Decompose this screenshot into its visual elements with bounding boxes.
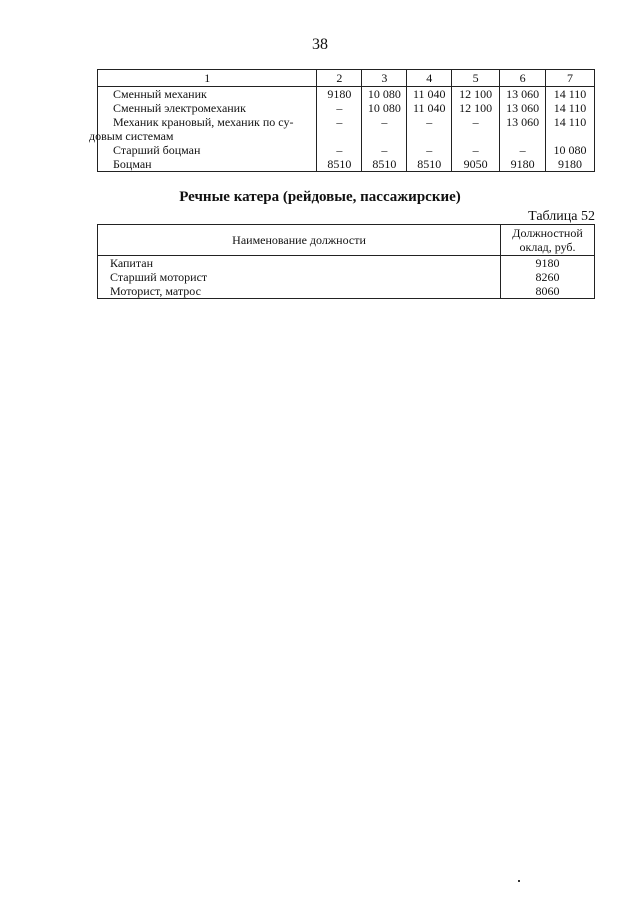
- salary-cell: 9180: [317, 87, 362, 102]
- header-salary-line: оклад, руб.: [519, 240, 576, 254]
- position-name-line: Механик крановый, механик по су-: [113, 115, 294, 129]
- position-name: Сменный механик: [98, 87, 317, 102]
- salary-cell: –: [362, 143, 407, 157]
- salary-cell: 11 040: [407, 87, 452, 102]
- header-position-name: Наименование должности: [98, 225, 501, 256]
- table-row: [98, 157, 595, 172]
- salary-cell: –: [407, 115, 452, 143]
- column-number: 5: [452, 70, 500, 87]
- salary-cell: 8060: [501, 284, 595, 299]
- salary-cell: 14 110: [546, 101, 595, 115]
- column-number: 1: [98, 70, 317, 87]
- scan-speck: [518, 880, 520, 882]
- salary-cell: 11 040: [407, 101, 452, 115]
- salary-cell: –: [452, 143, 500, 157]
- table-row: [98, 101, 595, 115]
- position-name: [89, 115, 317, 143]
- table-row: [98, 256, 595, 271]
- table-header-row: [98, 225, 595, 256]
- salary-cell: 13 060: [500, 115, 546, 143]
- position-name: Капитан: [98, 256, 501, 271]
- salary-cell: 12 100: [452, 87, 500, 102]
- salary-cell: –: [317, 101, 362, 115]
- table-row: [98, 87, 595, 102]
- section-title: Речные катера (рейдовые, пассажирские): [179, 189, 461, 205]
- salary-cell: 9180: [501, 256, 595, 271]
- salary-cell: 10 080: [362, 101, 407, 115]
- salary-cell: 9180: [500, 157, 546, 172]
- position-name: Старший боцман: [98, 143, 317, 157]
- position-name: Старший моторист: [98, 270, 501, 284]
- page-number: 38: [312, 36, 328, 53]
- header-salary-line: Должностной: [512, 226, 583, 240]
- table-row: [98, 284, 595, 299]
- column-number: 2: [317, 70, 362, 87]
- salary-cell: –: [317, 143, 362, 157]
- salary-cell: 8510: [317, 157, 362, 172]
- table-label: Таблица 52: [528, 209, 595, 224]
- column-number: 6: [500, 70, 546, 87]
- table-row: [98, 115, 595, 143]
- position-name: Сменный электромеханик: [98, 101, 317, 115]
- column-number: 3: [362, 70, 407, 87]
- salary-cell: 8510: [362, 157, 407, 172]
- salary-cell: 12 100: [452, 101, 500, 115]
- salary-table-continued: [89, 69, 595, 172]
- salary-cell: 10 080: [362, 87, 407, 102]
- salary-table-52: [97, 224, 595, 299]
- salary-cell: 8260: [501, 270, 595, 284]
- salary-cell: –: [407, 143, 452, 157]
- salary-cell: 13 060: [500, 101, 546, 115]
- salary-cell: 8510: [407, 157, 452, 172]
- header-salary: [501, 225, 595, 256]
- salary-cell: –: [362, 115, 407, 143]
- table-row: [98, 270, 595, 284]
- salary-cell: –: [317, 115, 362, 143]
- table-row: [98, 143, 595, 157]
- column-number: 4: [407, 70, 452, 87]
- salary-cell: 9050: [452, 157, 500, 172]
- position-name: Моторист, матрос: [98, 284, 501, 299]
- table-header-row: [98, 70, 595, 87]
- salary-cell: 14 110: [546, 115, 595, 143]
- salary-cell: 13 060: [500, 87, 546, 102]
- salary-cell: 14 110: [546, 87, 595, 102]
- position-name: Боцман: [98, 157, 317, 172]
- salary-cell: 9180: [546, 157, 595, 172]
- column-number: 7: [546, 70, 595, 87]
- salary-cell: –: [500, 143, 546, 157]
- salary-cell: –: [452, 115, 500, 143]
- position-name-line: довым системам: [89, 129, 174, 143]
- salary-cell: 10 080: [546, 143, 595, 157]
